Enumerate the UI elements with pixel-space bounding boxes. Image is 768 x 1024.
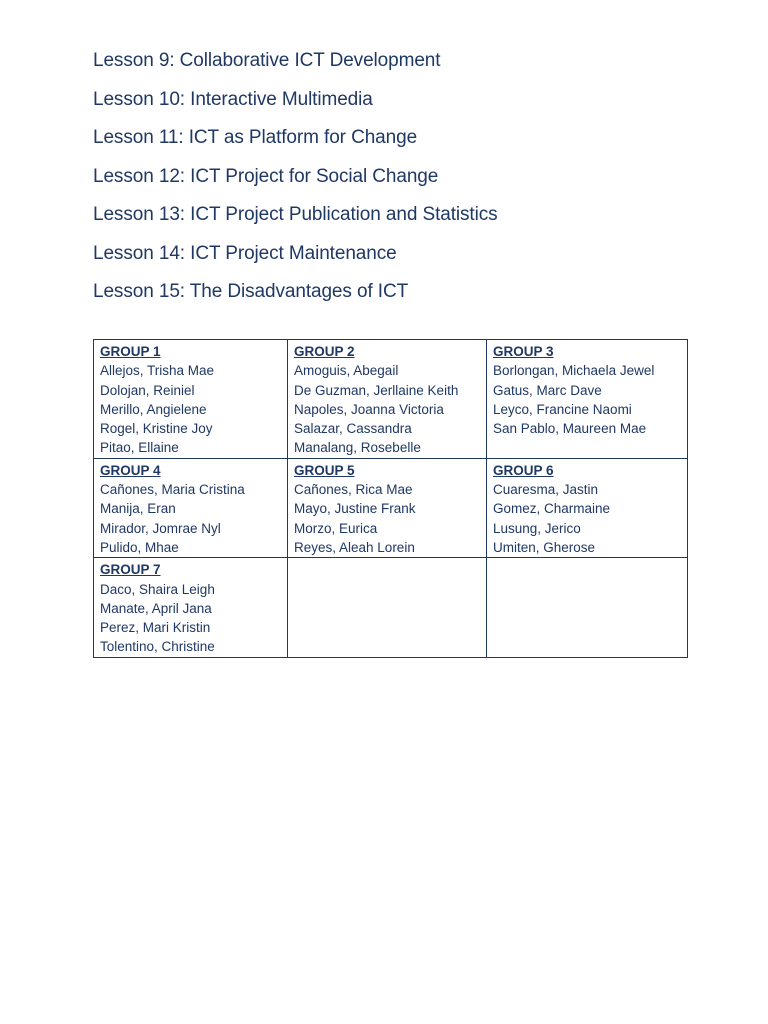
table-row: [94, 558, 688, 657]
group-member: Gatus, Marc Dave: [493, 382, 602, 398]
lesson-item: Lesson 9: Collaborative ICT Development: [93, 50, 441, 71]
group-member: Borlongan, Michaela Jewel: [493, 363, 655, 379]
group-cell: [94, 458, 288, 557]
group-cell: [288, 458, 487, 557]
group-member: Dolojan, Reiniel: [100, 382, 195, 398]
group-member: Manija, Eran: [100, 501, 176, 517]
group-member: Napoles, Joanna Victoria: [294, 401, 444, 417]
group-member: Mirador, Jomrae Nyl: [100, 520, 221, 536]
group-member: De Guzman, Jerllaine Keith: [294, 382, 459, 398]
group-title: GROUP 7: [100, 562, 161, 578]
group-member: Cañones, Maria Cristina: [100, 482, 245, 498]
lesson-item: Lesson 12: ICT Project for Social Change: [93, 165, 439, 187]
group-cell: [288, 340, 487, 459]
lesson-list: [93, 42, 498, 312]
group-member: Mayo, Justine Frank: [294, 501, 416, 517]
group-member: Cuaresma, Jastin: [493, 482, 599, 498]
group-cell: [94, 558, 288, 657]
groups-table: [93, 339, 688, 658]
group-member: Daco, Shaira Leigh: [100, 581, 215, 597]
group-title: GROUP 5: [294, 462, 355, 478]
table-row: [94, 458, 688, 557]
group-title: GROUP 4: [100, 462, 161, 478]
lesson-item: Lesson 10: Interactive Multimedia: [93, 88, 373, 110]
table-row: [94, 340, 688, 459]
group-member: Reyes, Aleah Lorein: [294, 539, 415, 555]
group-member: Perez, Mari Kristin: [100, 620, 211, 636]
group-member: Rogel, Kristine Joy: [100, 421, 213, 437]
lesson-item: Lesson 15: The Disadvantages of ICT: [93, 281, 409, 302]
lesson-item: Lesson 11: ICT as Platform for Change: [93, 127, 418, 148]
group-member: Pitao, Ellaine: [100, 440, 179, 456]
group-member: Salazar, Cassandra: [294, 421, 412, 437]
group-cell: [487, 340, 688, 459]
group-member: Manalang, Rosebelle: [294, 440, 421, 456]
empty-cell: [487, 558, 688, 657]
group-title: GROUP 2: [294, 344, 355, 359]
group-member: Tolentino, Christine: [100, 639, 215, 655]
group-member: Leyco, Francine Naomi: [493, 401, 632, 417]
group-member: Allejos, Trisha Mae: [100, 363, 215, 379]
group-member: Manate, April Jana: [100, 600, 212, 616]
group-member: Gomez, Charmaine: [493, 501, 611, 517]
group-title: GROUP 3: [493, 344, 554, 359]
group-member: Morzo, Eurica: [294, 520, 378, 536]
lesson-item: Lesson 14: ICT Project Maintenance: [93, 242, 397, 264]
group-member: Cañones, Rica Mae: [294, 482, 413, 498]
empty-cell: [288, 558, 487, 657]
group-member: Merillo, Angielene: [100, 401, 207, 417]
group-member: Amoguis, Abegail: [294, 363, 399, 379]
group-member: San Pablo, Maureen Mae: [493, 421, 647, 437]
group-cell: [94, 340, 288, 459]
group-member: Lusung, Jerico: [493, 520, 581, 536]
group-cell: [487, 458, 688, 557]
group-member: Umiten, Gherose: [493, 539, 596, 555]
group-title: GROUP 6: [493, 462, 554, 478]
group-member: Pulido, Mhae: [100, 539, 179, 555]
lesson-item: Lesson 13: ICT Project Publication and Statistics: [93, 204, 498, 225]
group-title: GROUP 1: [100, 344, 161, 359]
